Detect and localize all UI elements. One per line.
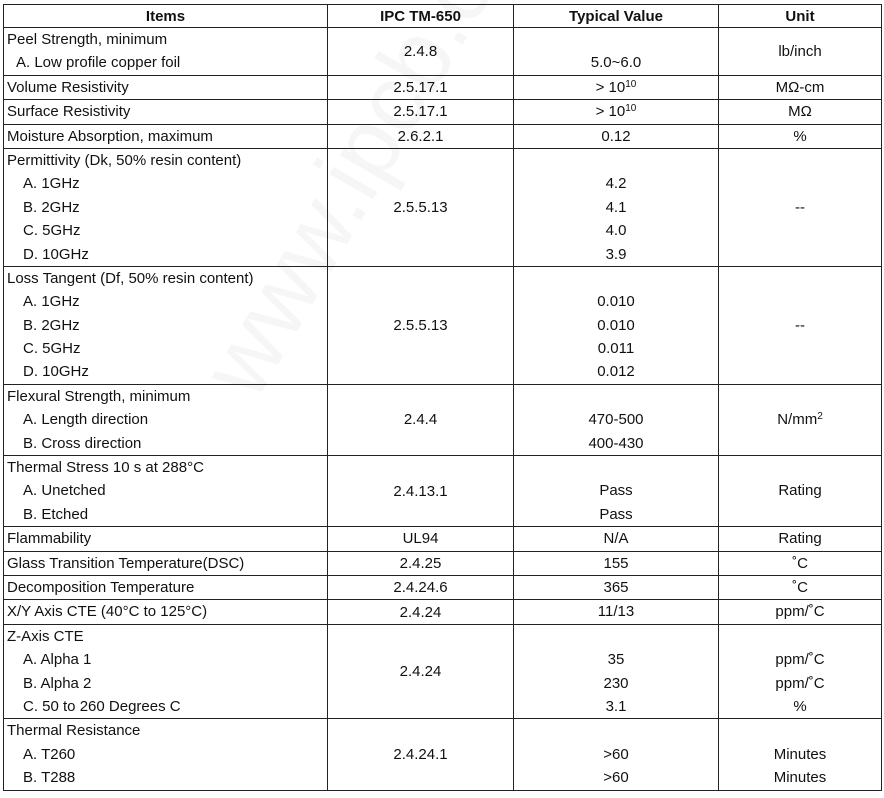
sub-item-label: B. Etched xyxy=(23,505,89,523)
value-cell xyxy=(514,266,719,384)
spacer xyxy=(517,719,715,742)
sub-item-label: B. Cross direction xyxy=(23,434,142,452)
item-cell xyxy=(4,719,328,790)
ipc-cell: 2.4.8 xyxy=(328,28,514,76)
unit-cell xyxy=(719,75,882,99)
sub-item-label: D. 10GHz xyxy=(23,363,89,381)
item-cell xyxy=(4,575,328,599)
typical-value: 5.0~6.0 xyxy=(590,54,642,72)
table-row xyxy=(4,527,882,551)
item-label: Peel Strength, minimum xyxy=(7,31,168,48)
sub-item-label: B. 2GHz xyxy=(23,316,80,334)
value-cell xyxy=(514,551,719,575)
item-cell xyxy=(4,456,328,527)
unit-cell xyxy=(719,100,882,124)
item-cell xyxy=(4,600,328,624)
typical-value: 155 xyxy=(603,554,629,572)
item-label: Thermal Stress 10 s at 288°C xyxy=(7,459,204,477)
unit-cell xyxy=(719,384,882,455)
item-cell xyxy=(4,75,328,99)
ipc-cell: 2.4.24 xyxy=(328,624,514,719)
typical-value: >60 xyxy=(603,745,629,763)
ipc-cell: 2.4.24.6 xyxy=(328,575,514,599)
typical-value: 4.0 xyxy=(605,222,627,240)
typical-value: 470-500 xyxy=(588,411,644,429)
unit-value: Minutes xyxy=(773,745,827,763)
unit-value: ˚C xyxy=(792,554,808,572)
unit-value: MΩ-cm xyxy=(775,78,825,96)
item-cell xyxy=(4,28,328,76)
ipc-cell: 2.4.13.1 xyxy=(328,456,514,527)
spacer xyxy=(722,719,878,742)
value-cell xyxy=(514,600,719,624)
unit-value: Rating xyxy=(778,482,822,500)
typical-value: > $10^{10}$ xyxy=(595,103,637,121)
item-label: Flammability xyxy=(7,530,92,548)
typical-value: 4.1 xyxy=(605,198,627,216)
sub-item-label: C. 5GHz xyxy=(23,222,81,240)
unit-value: % xyxy=(793,697,807,715)
typical-value: 3.1 xyxy=(605,697,627,715)
unit-cell xyxy=(719,456,882,527)
superscript: 10 xyxy=(625,78,637,90)
table-row xyxy=(4,124,882,148)
ipc-cell: 2.6.2.1 xyxy=(328,124,514,148)
typical-value: 3.9 xyxy=(605,245,627,263)
item-label: Volume Resistivity xyxy=(7,78,129,96)
value-cell xyxy=(514,719,719,790)
sub-item-label: A. T260 xyxy=(23,745,76,763)
sub-item-label: A. Low profile copper foil xyxy=(16,54,181,72)
table-row xyxy=(4,384,882,455)
typical-value: 400-430 xyxy=(588,434,644,452)
spacer xyxy=(722,625,878,648)
table-row xyxy=(4,719,882,790)
value-cell xyxy=(514,75,719,99)
unit-cell xyxy=(719,124,882,148)
item-label: X/Y Axis CTE (40°C to 125°C) xyxy=(7,603,208,621)
table-row xyxy=(4,148,882,266)
table-body xyxy=(4,28,882,791)
ipc-cell: 2.4.25 xyxy=(328,551,514,575)
typical-value: 0.012 xyxy=(597,363,635,381)
unit-value: Rating xyxy=(778,530,822,548)
sub-item-label: A. Length direction xyxy=(23,411,149,429)
unit-cell xyxy=(719,575,882,599)
unit-value: -- xyxy=(795,316,805,334)
table-row xyxy=(4,100,882,124)
table-row xyxy=(4,551,882,575)
value-cell xyxy=(514,456,719,527)
unit-value: -- xyxy=(795,198,805,216)
header-ipc: IPC TM-650 xyxy=(328,5,514,28)
value-cell xyxy=(514,527,719,551)
sub-item-label: B. 2GHz xyxy=(23,198,80,216)
unit-cell xyxy=(719,527,882,551)
table-row xyxy=(4,456,882,527)
header-unit: Unit xyxy=(719,5,882,28)
item-label: Surface Resistivity xyxy=(7,103,131,121)
item-label: Decomposition Temperature xyxy=(7,578,195,596)
item-label: Moisture Absorption, maximum xyxy=(7,127,213,145)
typical-value: 0.011 xyxy=(597,340,635,358)
item-cell xyxy=(4,148,328,266)
item-cell xyxy=(4,100,328,124)
item-label: Thermal Resistance xyxy=(7,722,141,740)
spacer xyxy=(517,385,715,408)
item-cell xyxy=(4,527,328,551)
spacer xyxy=(517,456,715,479)
unit-value: ppm/˚C xyxy=(775,603,825,621)
sub-item-label: A. Alpha 1 xyxy=(23,651,92,669)
header-typical-value: Typical Value xyxy=(514,5,719,28)
sub-item-label: B. T288 xyxy=(23,769,76,787)
table-row xyxy=(4,624,882,719)
value-cell xyxy=(514,100,719,124)
ipc-cell: 2.5.17.1 xyxy=(328,75,514,99)
sub-item-label: A. 1GHz xyxy=(23,175,80,193)
typical-value: 230 xyxy=(603,674,629,692)
typical-value: 0.12 xyxy=(601,127,631,145)
item-label: Permittivity (Dk, 50% resin content) xyxy=(7,151,242,169)
unit-cell xyxy=(719,624,882,719)
unit-value: MΩ xyxy=(788,103,812,121)
item-cell xyxy=(4,124,328,148)
value-cell xyxy=(514,575,719,599)
typical-value: 0.010 xyxy=(597,293,635,311)
superscript: 10 xyxy=(625,103,637,115)
unit-cell xyxy=(719,719,882,790)
ipc-cell: 2.5.5.13 xyxy=(328,266,514,384)
item-cell xyxy=(4,551,328,575)
typical-value: > $10^{10}$ xyxy=(595,78,637,96)
ipc-cell: UL94 xyxy=(328,527,514,551)
typical-value: N/A xyxy=(603,530,629,548)
unit-cell xyxy=(719,148,882,266)
value-cell xyxy=(514,148,719,266)
typical-value: 0.010 xyxy=(597,316,635,334)
unit-value: ˚C xyxy=(792,578,808,596)
typical-value: 4.2 xyxy=(605,175,627,193)
unit-cell xyxy=(719,551,882,575)
unit-cell xyxy=(719,600,882,624)
sub-item-label: B. Alpha 2 xyxy=(23,674,92,692)
unit-cell xyxy=(719,266,882,384)
item-label: Flexural Strength, minimum xyxy=(7,387,191,405)
spacer xyxy=(517,149,715,172)
sub-item-label: C. 5GHz xyxy=(23,340,81,358)
ipc-cell: 2.5.5.13 xyxy=(328,148,514,266)
superscript: 2 xyxy=(817,411,823,423)
table-row xyxy=(4,28,882,76)
properties-table xyxy=(3,4,882,791)
unit-value: $N/mm^2$ xyxy=(777,411,823,429)
value-cell xyxy=(514,28,719,76)
unit-value: ppm/˚C xyxy=(775,651,825,669)
item-cell xyxy=(4,384,328,455)
unit-value: ppm/˚C xyxy=(775,674,825,692)
unit-value: % xyxy=(793,127,807,145)
header-items: Items xyxy=(4,5,328,28)
spacer xyxy=(517,28,715,51)
typical-value: 11/13 xyxy=(597,603,635,621)
typical-value: >60 xyxy=(603,769,629,787)
typical-value: Pass xyxy=(599,482,633,500)
header-row xyxy=(4,5,882,28)
unit-value: Minutes xyxy=(773,769,827,787)
item-cell xyxy=(4,266,328,384)
ipc-cell: 2.4.4 xyxy=(328,384,514,455)
value-cell xyxy=(514,124,719,148)
ipc-cell: 2.5.17.1 xyxy=(328,100,514,124)
item-label: Z-Axis CTE xyxy=(7,627,84,645)
table-row xyxy=(4,575,882,599)
ipc-cell: 2.4.24 xyxy=(328,600,514,624)
unit-cell xyxy=(719,28,882,76)
item-cell xyxy=(4,624,328,719)
item-label: Loss Tangent (Df, 50% resin content) xyxy=(7,269,254,287)
ipc-cell: 2.4.24.1 xyxy=(328,719,514,790)
typical-value: 35 xyxy=(607,651,625,669)
value-cell xyxy=(514,624,719,719)
typical-value: Pass xyxy=(599,505,633,523)
item-label: Glass Transition Temperature(DSC) xyxy=(7,554,245,572)
sub-item-label: A. 1GHz xyxy=(23,293,80,311)
table-row xyxy=(4,75,882,99)
table-row xyxy=(4,266,882,384)
spacer xyxy=(517,267,715,290)
sub-item-label: C. 50 to 260 Degrees C xyxy=(23,697,181,715)
value-cell xyxy=(514,384,719,455)
table-row xyxy=(4,600,882,624)
spacer xyxy=(517,625,715,648)
typical-value: 365 xyxy=(603,578,629,596)
unit-value: lb/inch xyxy=(778,42,822,60)
sub-item-label: D. 10GHz xyxy=(23,245,89,263)
sub-item-label: A. Unetched xyxy=(23,482,106,500)
